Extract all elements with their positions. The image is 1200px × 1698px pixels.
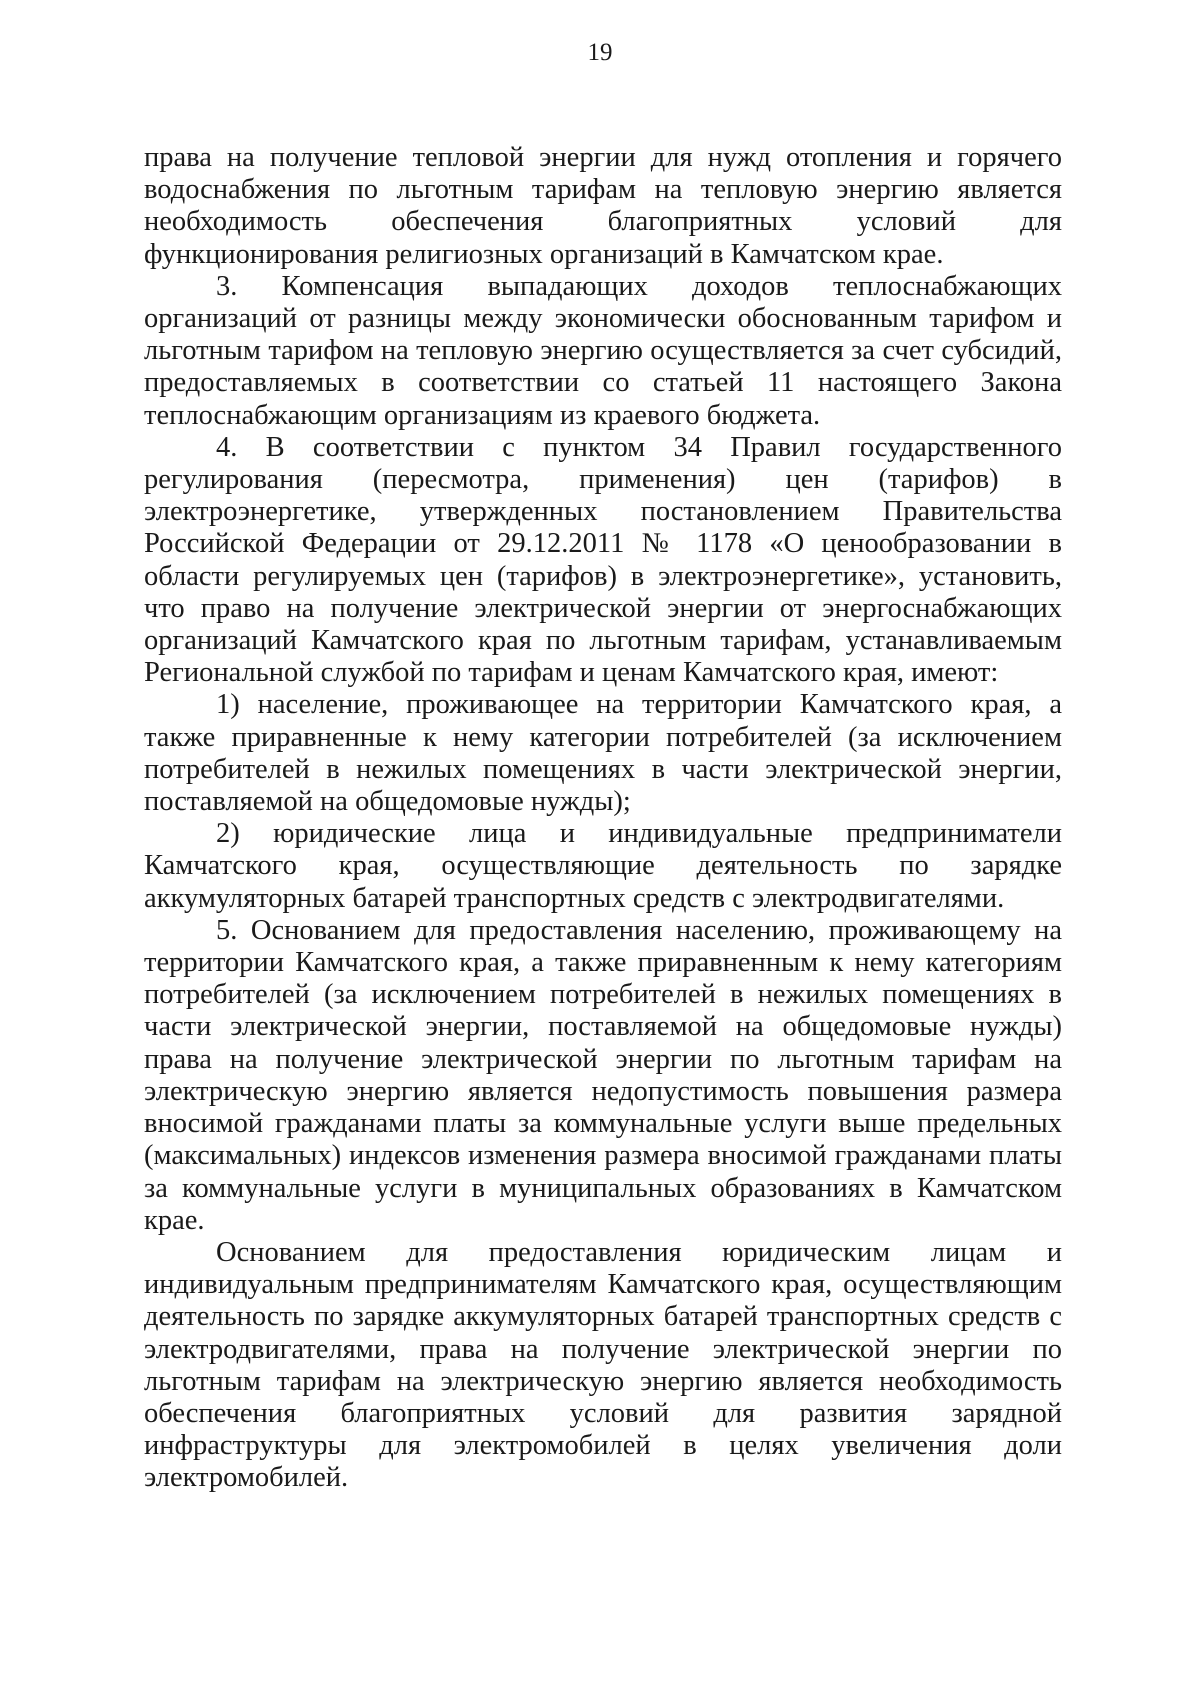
document-body [144, 142, 1062, 1495]
paragraph-3-compensation: 3. Компенсация выпадающих доходов теплоснабжающих организаций от разницы между экономически обоснованным тарифом и льготным тарифом на тепловую энергию осуществляется за счет субсидий, предоставляемых в соответствии со статьей 11 настоящего Закона теплоснабжающим организациям из краевого бюджета. [144, 270, 1062, 431]
paragraph-legal-entities-basis: Основанием для предоставления юридическим лицам и индивидуальным предпринимателям Камчатского края, осуществляющим деятельность по зарядке аккумуляторных батарей транспортных средств с электродвигателями, права на получение электрической энергии по льготным тарифам на электрическую энергию является необходимость обеспечения благоприятных условий для развития зарядной инфраструктуры для электромобилей в целях увеличения доли электромобилей. [144, 1236, 1062, 1494]
paragraph-4-electricity-right: 4. В соответствии с пунктом 34 Правил государственного регулирования (пересмотра, применения) цен (тарифов) в электроэнергетике, утвержденных постановлением Правительства Российской Федерации от 29.12.2011 № 1178 «О ценообразовании в области регулируемых цен (тарифов) в электроэнергетике», установить, что право на получение электрической энергии от энергоснабжающих организаций Камчатского края по льготным тарифам, устанавливаемым Региональной службой по тарифам и ценам Камчатского края, имеют: [144, 431, 1062, 689]
list-item-2-legal-entities: 2) юридические лица и индивидуальные предприниматели Камчатского края, осуществляющие деятельность по зарядке аккумуляторных батарей транспортных средств с электродвигателями. [144, 818, 1062, 914]
paragraph-heat-energy-justification: права на получение тепловой энергии для нужд отопления и горячего водоснабжения по льготным тарифам на тепловую энергию является необходимость обеспечения благоприятных условий для функционирования религиозных организаций в Камчатском крае. [144, 142, 1062, 270]
paragraph-5-population-basis: 5. Основанием для предоставления населению, проживающему на территории Камчатского края, а также приравненным к нему категориям потребителей (за исключением потребителей в нежилых помещениях в части электрической энергии, поставляемой на общедомовые нужды) права на получение электрической энергии по льготным тарифам на электрическую энергию является недопустимость повышения размера вносимой гражданами платы за коммунальные услуги выше предельных (максимальных) индексов изменения размера вносимой гражданами платы за коммунальные услуги в муниципальных образованиях в Камчатском крае. [144, 914, 1062, 1236]
page-number: 19 [587, 39, 613, 66]
list-item-1-population: 1) население, проживающее на территории Камчатского края, а также приравненные к нему категории потребителей (за исключением потребителей в нежилых помещениях в части электрической энергии, поставляемой на общедомовые нужды); [144, 689, 1062, 818]
